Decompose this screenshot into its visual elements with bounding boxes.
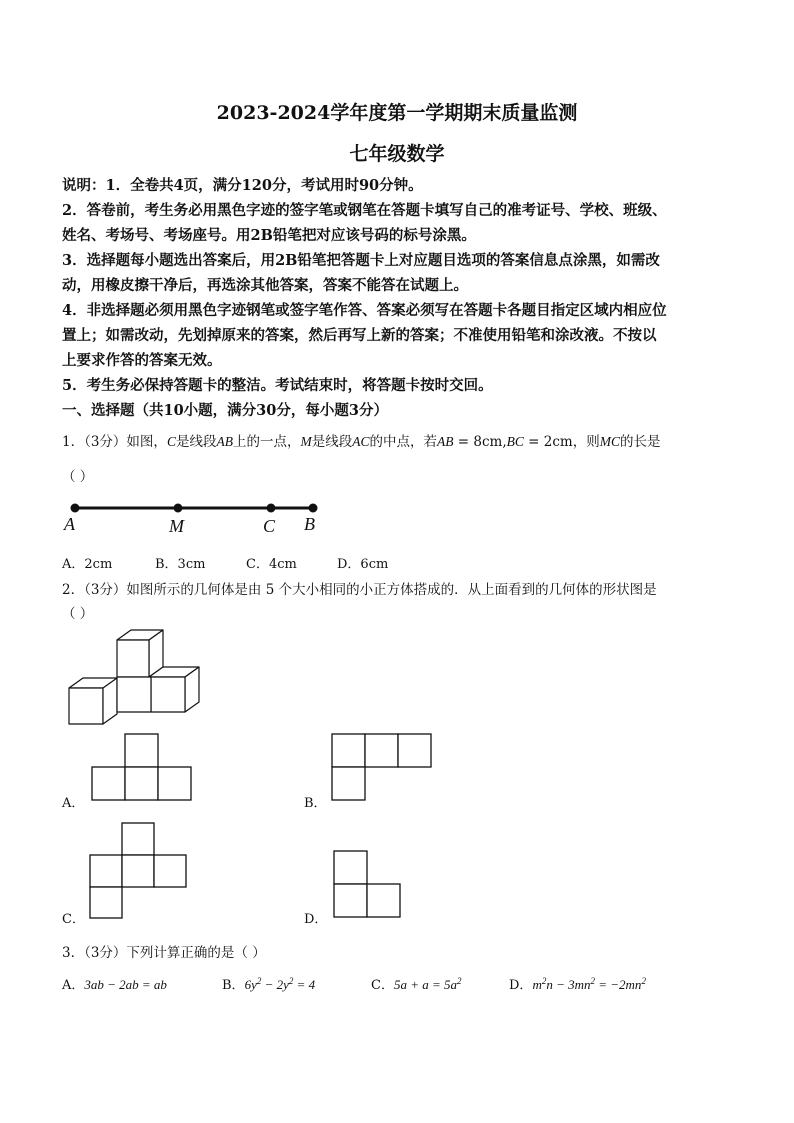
cube-middle-front — [117, 677, 151, 712]
instruction-line-3: 姓名、考场号、考场座号。用2B铅笔把对应该号码的标号涂黑。 — [62, 227, 476, 244]
instruction-line-4: 3．选择题每小题选出答案后，用2B铅笔把答题卡上对应题目选项的答案信息点涂黑，如需改 — [62, 252, 660, 269]
point-c-label: C — [263, 516, 276, 536]
point-b-label: B — [304, 514, 315, 534]
q2-option-b-label: B． — [304, 796, 327, 811]
exam-subtitle: 七年级数学 — [349, 143, 445, 165]
q3-option-d: D．$m^2n - 3mn^2 = -2mn^2$ — [509, 976, 646, 993]
instruction-line-1: 说明：1．全卷共4页，满分120分，考试用时90分钟。 — [62, 177, 423, 194]
point-a-label: A — [64, 514, 75, 534]
exam-title: 2023-2024学年度第一学期期末质量监测 — [216, 102, 578, 124]
q1-option-a: A．2cm — [62, 557, 113, 572]
q1-option-b: B．3cm — [155, 557, 206, 572]
q3-option-a: A．3ab − 2ab = ab — [62, 977, 167, 993]
instruction-line-8: 上要求作答的答案无效。 — [62, 352, 222, 369]
instruction-line-2: 2．答卷前，考生务必用黑色字迹的签字笔或钢笔在答题卡填写自己的准考证号、学校、班级、 — [62, 202, 667, 219]
instruction-line-9: 5．考生务必保持答题卡的整洁。考试结束时，将答题卡按时交回。 — [62, 377, 493, 394]
instruction-line-7: 置上；如需改动，先划掉原来的答案，然后再写上新的答案；不准使用铅笔和涂改液。不按以 — [62, 327, 657, 344]
question-1-stem: 1．（3分）如图，C是线段AB上的一点，M是线段AC的中点，若AB = 8cm,BC = 2cm，则MC的长是 — [62, 434, 661, 450]
cube-right-front — [151, 677, 185, 712]
q1-option-c: C．4cm — [246, 557, 297, 572]
cube-top-front — [117, 640, 149, 677]
q3-option-c: C．$5a + a = 5a^2$ — [371, 976, 462, 993]
instruction-line-6: 4．非选择题必须用黑色字迹钢笔或签字笔作答、答案必须写在答题卡各题目指定区域内相应位 — [62, 302, 667, 319]
option-c-figure — [90, 823, 186, 918]
section-heading: 一、选择题（共10小题，满分30分，每小题3分） — [62, 402, 388, 419]
q2-option-a-label: A． — [62, 796, 85, 811]
option-d-figure — [334, 851, 400, 917]
question-3-stem: 3．（3分）下列计算正确的是（ ） — [62, 945, 266, 961]
q2-option-d-label: D． — [304, 912, 328, 927]
option-b-figure — [332, 734, 431, 800]
option-a-figure — [92, 734, 191, 800]
q1-option-d: D．6cm — [337, 557, 389, 572]
question-1-paren: （ ） — [62, 469, 94, 485]
point-m-label: M — [169, 516, 184, 536]
instruction-line-5: 动，用橡皮擦干净后，再选涂其他答案，答案不能答在试题上。 — [62, 277, 468, 294]
cube-left-front — [69, 688, 103, 724]
question-2-stem: 2．（3分）如图所示的几何体是由 5 个大小相同的小正方体搭成的．从上面看到的几何体的形状图是 — [62, 582, 657, 598]
q3-option-b: B．$6y^2 - 2y^2 = 4$ — [222, 976, 316, 993]
q2-option-c-label: C． — [62, 912, 85, 927]
question-2-paren: （ ） — [62, 606, 94, 622]
